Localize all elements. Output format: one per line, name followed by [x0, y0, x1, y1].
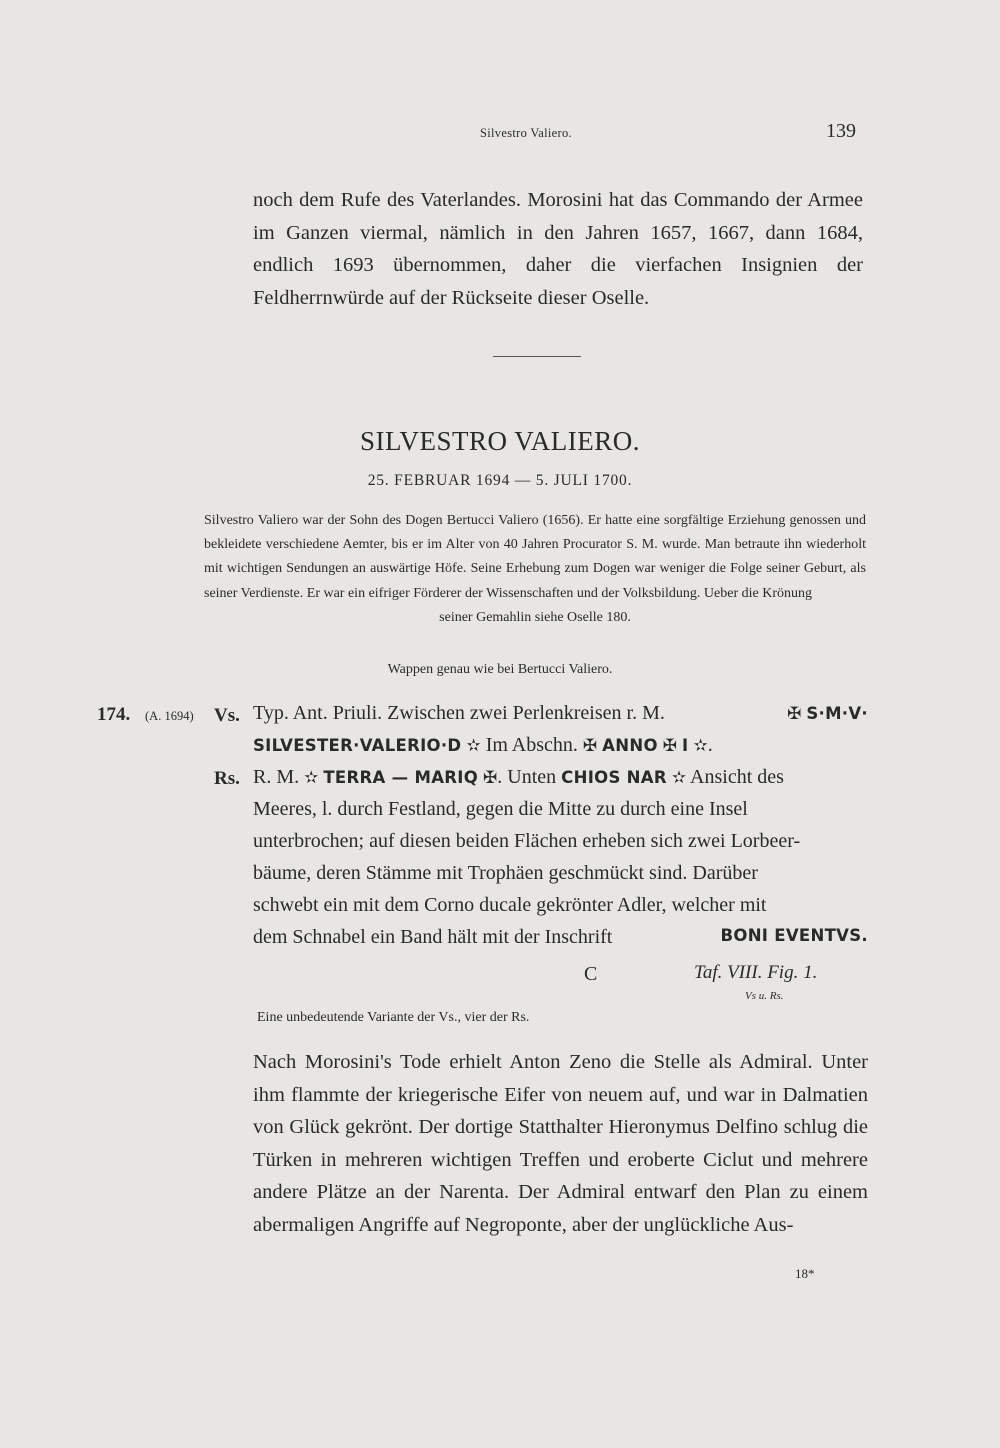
star-icon: ✫ — [693, 736, 708, 755]
obverse-line-2: SILVESTER·VALERIO·D ✫ Im Abschn. ✠ ANNO ✠ I ✫. — [253, 734, 713, 756]
reign-dates: 25. FEBRUAR 1694 — 5. JULI 1700. — [367, 472, 633, 489]
section-divider — [493, 356, 581, 357]
obverse-legend-name: SILVESTER·VALERIO·D — [253, 736, 462, 755]
biography-paragraph — [204, 509, 866, 630]
star-icon: ✫ — [304, 768, 319, 787]
reverse-line-4 — [253, 862, 868, 885]
closing-paragraph: Nach Morosini's Tode erhielt Anton Zeno die Stelle als Admiral. Unter ihm flammte der kriegerische Eifer von neuem auf, und war in Dalmatien von Glück gekrönt. Der dortige Statthalter Hieronymus Delfino schlug die Türken in mehreren wichtigen Treffen und eroberte Ciclut und mehrere andere Plätze an der Narenta. Der Admiral entwarf den Plan zu einem abermaligen Angriffe auf Negroponte, aber der unglückliche Aus- — [253, 1051, 868, 1236]
reverse-line-3 — [253, 830, 868, 853]
reverse-line-1-c: Ansicht des — [690, 766, 784, 788]
reverse-legend: TERRA — MARIQ — [323, 768, 479, 787]
reverse-line-5-text: schwebt ein mit dem Corno ducale gekrönter Adler, welcher mit — [253, 894, 767, 916]
section-title: SILVESTRO VALIERO. — [359, 426, 641, 456]
cross-star-icon: ✠ — [662, 736, 678, 755]
obverse-exergue-label: Im Abschn. — [485, 734, 578, 756]
obverse-exergue-year: I — [682, 736, 689, 755]
reverse-line-3-text: unterbrochen; auf diesen beiden Flächen erheben sich zwei Lorbeer- — [253, 830, 801, 852]
reverse-line-1-a: R. M. — [253, 766, 300, 788]
obverse-legend-start: S·M·V· — [806, 704, 868, 723]
reverse-line-4-text: bäume, deren Stämme mit Trophäen geschmückt sind. Darüber — [253, 862, 758, 884]
arms-note: Wappen genau wie bei Bertucci Valiero. — [387, 662, 613, 677]
reverse-exergue: CHIOS NAR — [561, 768, 667, 787]
plate-subnote: Vs u. Rs. — [745, 990, 784, 1002]
plate-reference: Taf. VIII. Fig. 1. — [694, 962, 818, 983]
star-icon: ✫ — [466, 736, 481, 755]
entry-year: (A. 1694) — [145, 709, 194, 723]
biography-text: Silvestro Valiero war der Sohn des Dogen Bertucci Valiero (1656). Er hatte eine sorgfältige Erziehung genossen und bekleidete verschiedene Aemter, bis er im Alter von 40 Jahren Procurator S. M. wurde. Man betraute ihn wiederholt mit wichtigen Sendungen an auswärtige Höfe. Seine Erhebung zum Dogen war weniger die Folge seiner Geburt, als seiner Verdienste. Er war ein eifriger Förderer der Wissenschaften und der Volksbildung. Ueber die Krönung — [204, 513, 866, 601]
cross-star-icon: ✠ — [787, 704, 802, 723]
intro-paragraph: noch dem Rufe des Vaterlandes. Morosini hat das Commando der Armee im Ganzen viermal, nämlich in den Jahren 1657, 1667, dann 1684, endlich 1693 übernommen, daher die vierfachen Insignien der Feldherrnwürde auf der Rückseite dieser Oselle. — [253, 189, 863, 309]
rarity-mark: C — [584, 963, 598, 985]
obverse-line-1 — [253, 702, 868, 725]
reverse-line-1 — [253, 766, 868, 789]
signature-mark: 18* — [795, 1266, 815, 1281]
reverse-line-1-b: . Unten — [497, 766, 557, 788]
reverse-line-6 — [253, 926, 868, 949]
reverse-line-2 — [253, 798, 868, 821]
cross-star-icon: ✠ — [483, 768, 498, 787]
reverse-line-5 — [253, 894, 868, 917]
reverse-line-2-text: Meeres, l. durch Festland, gegen die Mitte zu durch eine Insel — [253, 798, 748, 820]
reverse-inscription: BONI EVENTVS. — [720, 926, 868, 945]
star-icon: ✫ — [671, 768, 687, 787]
page-number: 139 — [826, 120, 856, 142]
variant-note: Eine unbedeutende Variante der Vs., vier der Rs. — [257, 1010, 530, 1025]
obverse-line-1-text: Typ. Ant. Priuli. Zwischen zwei Perlenkreisen r. M. — [253, 702, 665, 724]
cross-star-icon: ✠ — [582, 736, 598, 755]
reverse-label: Rs. — [214, 768, 240, 789]
obverse-label: Vs. — [214, 705, 240, 726]
biography-last-line: seiner Gemahlin siehe Oselle 180. — [439, 609, 631, 625]
obverse-exergue-anno: ANNO — [602, 736, 658, 755]
entry-number: 174. — [97, 704, 131, 725]
running-title: Silvestro Valiero. — [480, 126, 572, 140]
reverse-line-6-text: dem Schnabel ein Band hält mit der Inschrift — [253, 926, 613, 948]
